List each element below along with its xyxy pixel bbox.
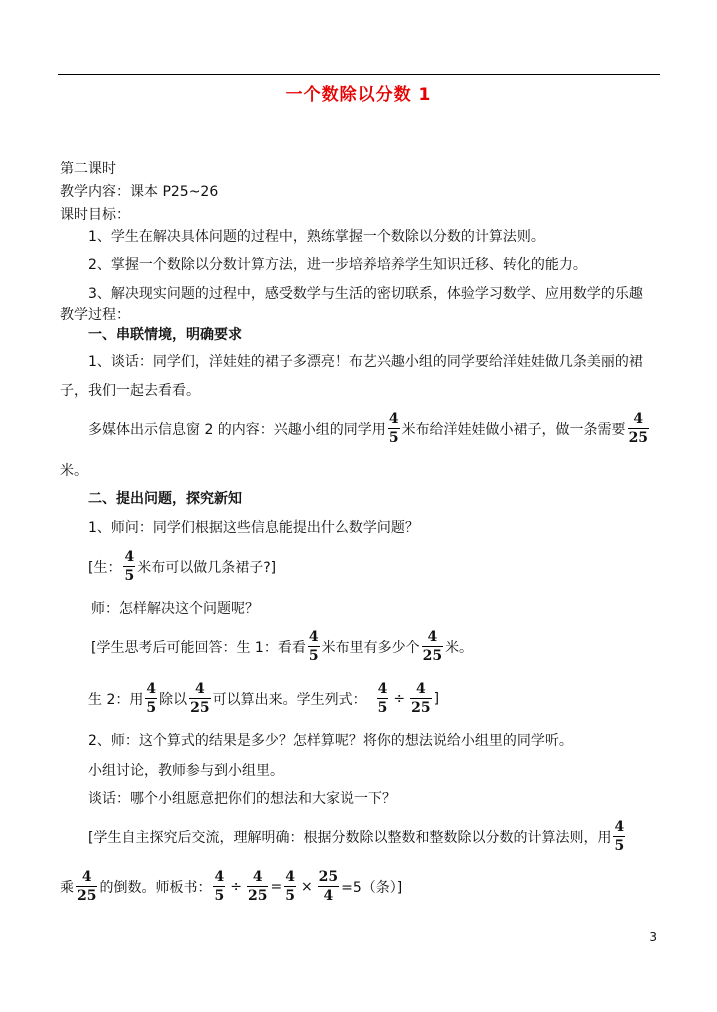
paragraph: 子，我们一起去看看。 — [60, 383, 200, 399]
numerator: 4 — [422, 630, 443, 647]
numerator: 4 — [388, 411, 399, 427]
denominator: 5 — [214, 888, 225, 904]
objectives-label: 课时目标： — [60, 207, 130, 223]
text: ] — [433, 690, 440, 707]
student-answer-4 — [88, 820, 627, 853]
process-label: 教学过程： — [60, 307, 130, 323]
denominator: 25 — [628, 430, 649, 446]
numerator: 4 — [124, 549, 135, 565]
text: 多媒体出示信息窗 2 的内容：兴趣小组的同学用 — [88, 421, 386, 438]
objective-item: 3、解决现实问题的过程中，感受数学与生活的密切联系，体验学习数学、应用数学的乐趣 — [88, 286, 643, 302]
text: [生： — [88, 559, 122, 576]
numerator: 4 — [76, 870, 97, 887]
student-answer-2 — [91, 630, 473, 663]
numerator: 4 — [308, 629, 319, 645]
text: =5（条）] — [341, 879, 403, 896]
denominator: 25 — [411, 700, 431, 716]
text: 米布给洋娃娃做小裙子，做一条需要 — [401, 421, 626, 438]
numerator: 4 — [146, 681, 157, 697]
text: 米布可以做几条裙子?] — [137, 559, 277, 576]
text: [学生思考后可能回答：生 1：看看 — [91, 639, 306, 656]
equals-symbol: = — [270, 878, 283, 895]
paragraph: 1、谈话：同学们，洋娃娃的裙子多漂亮！布艺兴趣小组的同学要给洋娃娃做几条美丽的裙 — [88, 354, 643, 370]
numerator: 4 — [614, 819, 625, 835]
paragraph: 师：怎样解决这个问题呢？ — [91, 601, 259, 617]
text: 可以算出来。学生列式： — [212, 691, 367, 708]
fraction-4-25 — [422, 630, 443, 663]
denominator: 25 — [247, 888, 268, 904]
board-writing — [60, 870, 402, 903]
denominator: 5 — [124, 568, 135, 584]
divide-symbol: ÷ — [230, 878, 242, 895]
section-heading-2: 二、提出问题，探究新知 — [88, 491, 242, 507]
denominator: 4 — [323, 888, 334, 904]
denominator: 25 — [77, 888, 97, 904]
fraction-4-5 — [613, 820, 625, 853]
denominator: 5 — [285, 888, 295, 904]
page-title: 一个数除以分数 1 — [285, 85, 432, 105]
fraction-4-5 — [123, 550, 135, 583]
denominator: 5 — [308, 648, 319, 664]
denominator: 25 — [422, 648, 443, 664]
text: 米布里有多少个 — [321, 639, 420, 656]
numerator: 4 — [247, 870, 268, 887]
header-rule — [58, 74, 660, 75]
denominator: 25 — [190, 700, 210, 716]
fraction-4-25 — [628, 412, 649, 445]
denominator: 5 — [388, 430, 399, 446]
lesson-label: 第二课时 — [60, 161, 116, 177]
denominator: 5 — [614, 838, 625, 854]
divide-symbol: ÷ — [393, 690, 406, 707]
text: 生 2：用 — [88, 691, 144, 708]
text: 乘 — [60, 879, 74, 896]
text: 的倒数。师板书： — [99, 879, 212, 896]
fraction-4-5 — [377, 682, 389, 715]
objective-item: 1、学生在解决具体问题的过程中，熟练掌握一个数除以分数的计算法则。 — [88, 229, 545, 245]
page-number: 3 — [649, 930, 657, 944]
fraction-4-25 — [410, 682, 431, 715]
numerator: 4 — [410, 682, 431, 699]
student-answer-3 — [88, 682, 439, 715]
numerator: 4 — [214, 869, 225, 885]
text: 除以 — [159, 691, 188, 708]
paragraph: 2、师：这个算式的结果是多少？怎样算呢？将你的想法说给小组里的同学听。 — [88, 733, 573, 749]
fraction-4-5 — [145, 682, 157, 715]
text: [学生自主探究后交流，理解明确：根据分数除以整数和整数除以分数的计算法则，用 — [88, 829, 612, 846]
paragraph-info-window — [88, 412, 651, 445]
numerator: 4 — [377, 681, 388, 697]
numerator: 4 — [628, 412, 649, 429]
numerator: 4 — [189, 682, 210, 699]
fraction-4-25 — [247, 870, 268, 903]
paragraph: 谈话：哪个小组愿意把你们的想法和大家说一下？ — [88, 791, 396, 807]
fraction-4-5 — [308, 630, 320, 663]
fraction-25-4 — [318, 870, 339, 903]
paragraph: 1、师问：同学们根据这些信息能提出什么数学问题？ — [88, 520, 419, 536]
fraction-4-25 — [76, 870, 97, 903]
student-answer-1 — [88, 550, 276, 583]
content-line: 教学内容：课本 P25~26 — [60, 184, 219, 200]
fraction-4-5 — [213, 870, 225, 903]
section-heading-1: 一、串联情境，明确要求 — [88, 327, 242, 343]
denominator: 5 — [146, 700, 157, 716]
fraction-4-5 — [284, 870, 296, 903]
objective-item: 2、掌握一个数除以分数计算方法，进一步培养培养学生知识迁移、转化的能力。 — [88, 257, 587, 273]
fraction-4-25 — [189, 682, 210, 715]
fraction-4-5 — [388, 412, 400, 445]
numerator: 25 — [318, 869, 339, 885]
denominator: 5 — [377, 700, 388, 716]
times-symbol: × — [300, 878, 313, 895]
paragraph: 小组讨论，教师参与到小组里。 — [88, 763, 284, 779]
text: 米。 — [445, 639, 474, 656]
paragraph: 米。 — [60, 463, 88, 479]
numerator: 4 — [285, 869, 295, 885]
